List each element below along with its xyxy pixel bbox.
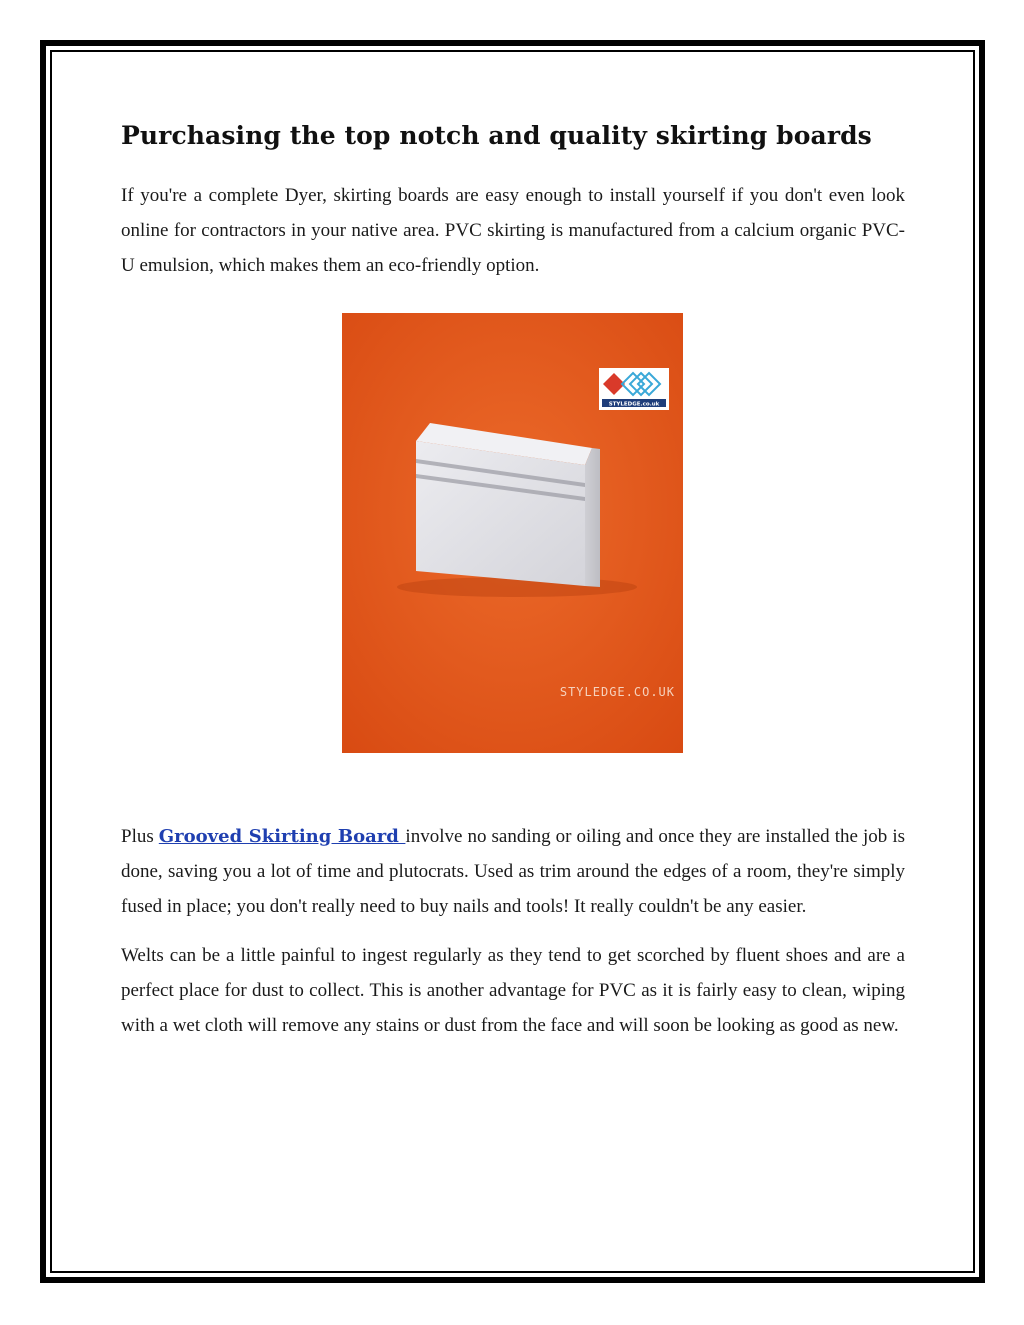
paragraph-grooved xyxy=(121,819,905,924)
board-side xyxy=(585,448,600,587)
watermark-text: STYLEDGE.CO.UK xyxy=(559,685,675,699)
styledge-logo xyxy=(599,368,669,410)
paragraph-welts: Welts can be a little painful to ingest regularly as they tend to get scorched by fluent shoes and are a perfect place for dust to collect. This is another advantage for PVC as it is fairly easy to clean, wiping with a wet cloth will remove any stains or dust from the face and will soon be looking as good as new. xyxy=(121,945,905,1036)
skirting-board-illustration xyxy=(342,313,683,753)
paragraph-intro: If you're a complete Dyer, skirting boards are easy enough to install yourself if you don't even look online for contractors in your native area. PVC skirting is manufactured from a calcium organic PVC-U emulsion, which makes them an eco-friendly option. xyxy=(121,185,905,276)
paragraph-grooved-suffix: involve no sanding or oiling and once they are installed the job is done, saving you a lot of time and plutocrats. Used as trim around the edges of a room, they're simply fused in place; you don't really need to buy nails and tools! It really couldn't be any easier. xyxy=(121,826,905,917)
svg-text:STYLEDGE.co.uk: STYLEDGE.co.uk xyxy=(608,401,660,408)
grooved-skirting-board-link[interactable]: Grooved Skirting Board xyxy=(158,826,406,847)
document-content xyxy=(121,112,905,1043)
page-title: Purchasing the top notch and quality skirting boards xyxy=(121,121,872,150)
product-image xyxy=(342,313,683,753)
paragraph-grooved-prefix: Plus xyxy=(121,826,159,847)
